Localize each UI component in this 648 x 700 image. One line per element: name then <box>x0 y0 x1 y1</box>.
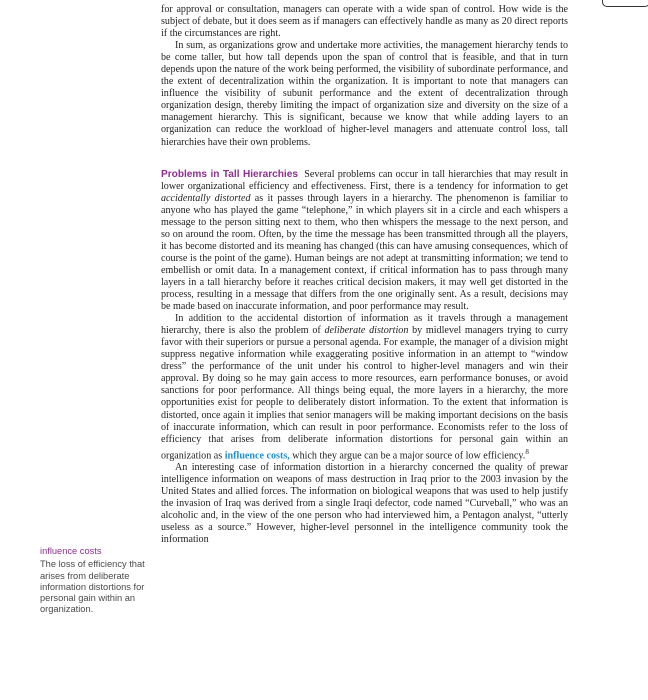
paragraph-text: which they argue can be a major source of low efficiency. <box>289 450 526 461</box>
paragraph-text: An interesting case of information distortion in a hierarchy concerned the quality of prewar intelligence information on weapons of mass destruction in Iraq prior to the 2003 invasion by the United States and allied forces. The information on biological weapons that was used to help justify the invasion of Iraq was derived from a single Iraqi defector, code named “Curveball,” who was an alcoholic and, in the view of the one person who had interviewed him, a Pentagon analyst, “utterly useless as a source.” However, higher-level personnel in the intelligence community took the information <box>161 462 568 546</box>
paragraph-text: Several problems can occur in tall hierarchies that may result in lower organizational efficiency and effectiveness. First, there is a tendency for information to get <box>161 168 568 192</box>
paragraph-continued <box>161 4 568 40</box>
paragraph-curveball <box>161 462 568 546</box>
paragraph-deliberate-distortion <box>161 313 568 462</box>
margin-definition: The loss of efficiency that arises from deliberate information distortions for personal gain within an organization. <box>40 559 145 615</box>
main-text-column <box>161 4 568 546</box>
paragraph-text: In addition to the accidental distortion of information as it travels through a management hierarchy, there is also the problem of <box>161 313 568 337</box>
footnote-marker: 8 <box>525 447 529 456</box>
paragraph-text: as it passes through layers in a hierarchy. The phenomenon is familiar to anyone who has played the game “telephone,” in which players sit in a circle and each whispers a message to the person sitting next to them, who then whispers the message to the next person, and so on around the room. Often, by the time the message has been transmitted through all the players, it has become distorted and its meaning has changed (this can have amusing consequences, which of course is the point of the game). Human beings are not adept at transmitting information; we tend to embellish or omit data. In a management context, if critical information has to pass through many layers in a tall hierarchy before it reaches critical decision makers, it may well get distorted in the process, resulting in a message that differs from the one originally sent. As a result, decisions may be made based on inaccurate information, and poor performance may result. <box>161 192 568 313</box>
section-gap <box>161 149 568 169</box>
paragraph-text: for approval or consultation, managers can operate with a wide span of control. How wide is the subject of debate, but it does seem as if managers can effectively handle as many as 20 direct reports if the circumstances are right. <box>161 4 568 40</box>
paragraph-tall-hierarchies <box>161 169 568 314</box>
key-term-influence-costs: influence costs, <box>224 450 290 461</box>
margin-glossary <box>40 546 152 616</box>
section-heading: Problems in Tall Hierarchies <box>161 168 298 180</box>
paragraph-text: In sum, as organizations grow and undertake more activities, the management hierarchy tends to be come taller, but how tall depends upon the span of control that is feasible, and that in turn depends upon the nature of the work being performed, the visibility of subordinate performance, and the extent of decentralization within the organization. It is important to note that managers can influence the visibility of subunit performance and the extent of decentralization through organization design, thereby limiting the impact of organization size and diversity on the size of a management hierarchy. This is significant, because we know that while adding layers to an organization can reduce the workload of higher-level managers and attenuate control loss, tall hierarchies have their own problems. <box>161 40 568 148</box>
paragraph-in-sum <box>161 40 568 148</box>
emphasis-deliberate: deliberate distortion <box>324 325 409 337</box>
margin-term: influence costs <box>40 546 102 556</box>
emphasis-accidental: accidentally distorted <box>161 192 251 204</box>
paragraph-text: by midlevel managers trying to curry favor with their superiors or pursue a personal agenda. For example, the manager of a division might suppress negative information while exaggerating positive information in an attempt to “window dress” the performance of the unit under his control to higher-level managers and win their approval. By doing so he may gain access to more resources, earn performance bonuses, or avoid sanctions for poor performance. All things being equal, the more layers in a hierarchy, the more opportunities exist for people to deliberately distort information. To the extent that information is distorted, once again it implies that senior managers will be making important decisions on the basis of inaccurate information, which can result in poor performance. Economists refer to the loss of efficiency that arises from deliberate information distortions for personal gain within an organization as <box>161 325 568 461</box>
corner-tab <box>602 0 648 7</box>
